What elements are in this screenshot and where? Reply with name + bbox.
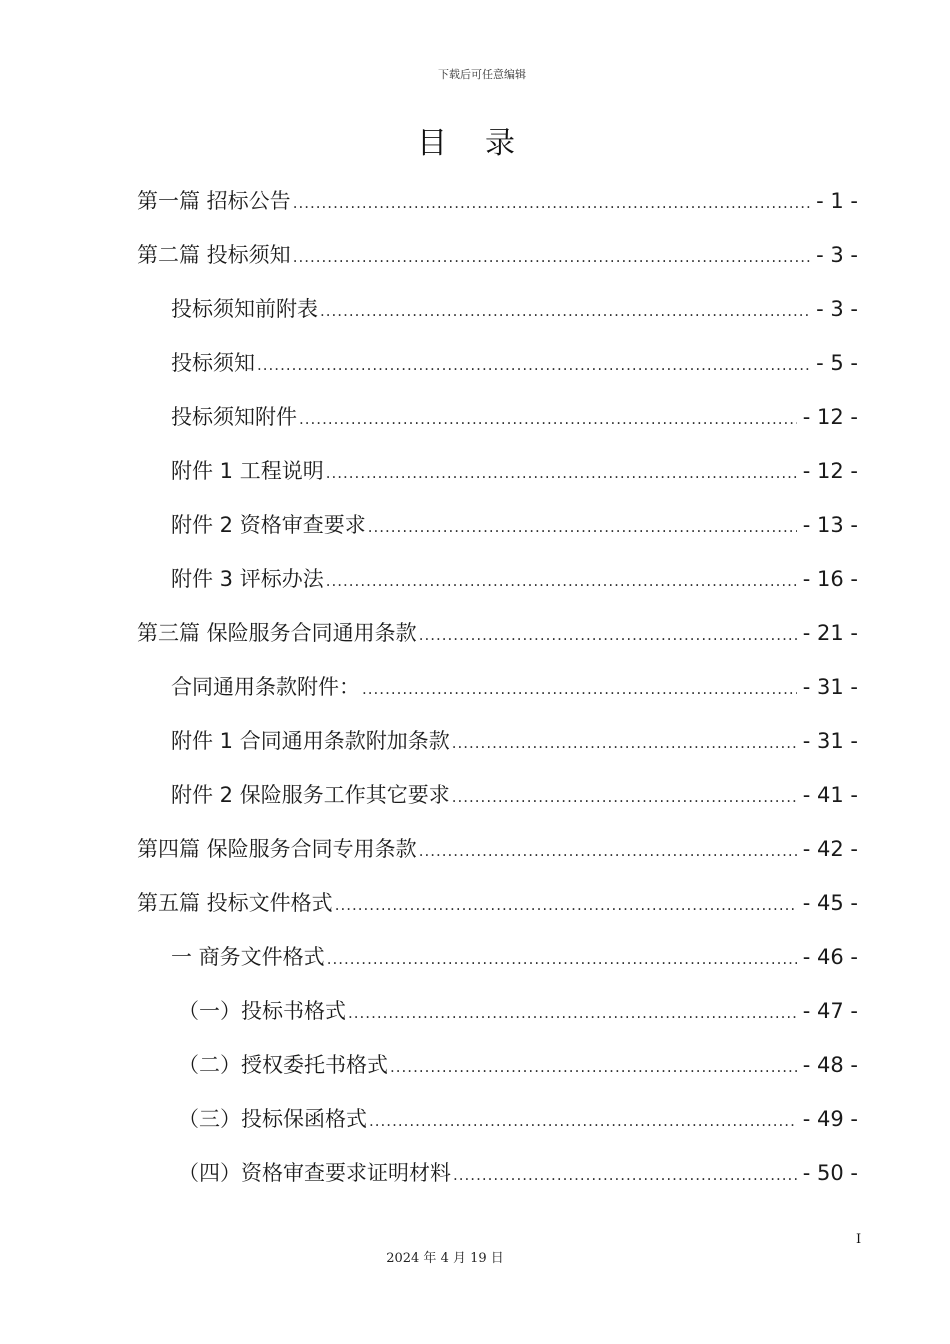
toc-dot-leader [299,392,797,446]
toc-dot-leader [335,878,797,932]
toc-entry-page: - 47 - [802,999,858,1023]
toc-entry-page: - 31 - [802,675,858,699]
toc-entry-page: - 41 - [802,783,858,807]
toc-entry[interactable] [171,444,858,498]
toc-entry[interactable] [171,552,858,606]
toc-entry[interactable] [171,498,858,552]
toc-entry-label: 第二篇 投标须知 [137,243,291,267]
toc-entry-label: 第一篇 招标公告 [137,189,291,213]
toc-entry[interactable] [171,390,858,444]
toc-entry-page: - 12 - [802,459,858,483]
toc-dot-leader [390,1040,797,1094]
toc-dot-leader [453,1148,797,1202]
toc-entry[interactable] [137,606,858,660]
toc-entry[interactable] [178,1146,858,1200]
toc-entry-label: 附件 1 工程说明 [171,459,324,483]
toc-entry[interactable] [137,228,858,282]
toc-entry-label: （三）投标保函格式 [178,1107,367,1131]
toc-dot-leader [293,176,810,230]
toc-dot-leader [320,284,810,338]
toc-entry[interactable] [178,1038,858,1092]
toc-entry-page: - 49 - [802,1107,858,1131]
toc-entry-page: - 45 - [802,891,858,915]
toc-entry[interactable] [137,822,858,876]
toc-entry[interactable] [171,768,858,822]
toc-entry-page: - 1 - [816,189,858,213]
toc-entry[interactable] [178,984,858,1038]
toc-entry-label: 第五篇 投标文件格式 [137,891,333,915]
toc-entry-page: - 13 - [802,513,858,537]
toc-entry-page: - 46 - [802,945,858,969]
toc-entry[interactable] [137,876,858,930]
toc-entry[interactable] [137,174,858,228]
toc-entry-label: （二）授权委托书格式 [178,1053,388,1077]
toc-entry-page: - 3 - [816,243,858,267]
toc-dot-leader [348,986,797,1040]
toc-entry-label: 附件 2 保险服务工作其它要求 [171,783,450,807]
toc-entry-label: 一 商务文件格式 [171,945,325,969]
toc-entry-page: - 50 - [802,1161,858,1185]
toc-entry-label: 第三篇 保险服务合同通用条款 [137,621,417,645]
toc-entry-label: 投标须知附件 [171,405,297,429]
toc-entry-page: - 42 - [802,837,858,861]
toc-entry-label: （四）资格审查要求证明材料 [178,1161,451,1185]
toc-dot-leader [257,338,810,392]
toc-entry[interactable] [171,714,858,768]
toc-entry-page: - 48 - [802,1053,858,1077]
footer-date: 2024 年 4 月 19 日 [386,1251,504,1266]
toc-entry-page: - 16 - [802,567,858,591]
toc-dot-leader [419,608,797,662]
toc-entry-page: - 3 - [816,297,858,321]
toc-entry[interactable] [171,660,858,714]
toc-entry-label: 合同通用条款附件： [171,675,360,699]
toc-dot-leader [326,446,797,500]
toc-entry-page: - 31 - [802,729,858,753]
toc-entry-label: 附件 2 资格审查要求 [171,513,366,537]
page-title: 目录 [417,126,553,161]
header-note: 下载后可任意编辑 [438,68,526,81]
toc-entry-page: - 12 - [802,405,858,429]
toc-dot-leader [326,554,797,608]
toc-entry[interactable] [178,1092,858,1146]
toc-entry-page: - 21 - [802,621,858,645]
toc-entry-page: - 5 - [816,351,858,375]
toc-dot-leader [452,716,797,770]
toc-entry[interactable] [171,930,858,984]
toc-entry[interactable] [171,282,858,336]
toc-entry-label: 投标须知前附表 [171,297,318,321]
toc-dot-leader [327,932,797,986]
toc-entry-label: 附件 3 评标办法 [171,567,324,591]
toc-entry-label: 第四篇 保险服务合同专用条款 [137,837,417,861]
toc-dot-leader [368,500,797,554]
toc-entry[interactable] [171,336,858,390]
toc-dot-leader [452,770,797,824]
toc-entry-label: 投标须知 [171,351,255,375]
toc-dot-leader [419,824,797,878]
toc-entry-label: （一）投标书格式 [178,999,346,1023]
toc-dot-leader [369,1094,797,1148]
page-number-marker: I [856,1232,862,1247]
toc-dot-leader [362,662,797,716]
toc-dot-leader [293,230,810,284]
toc-entry-label: 附件 1 合同通用条款附加条款 [171,729,450,753]
